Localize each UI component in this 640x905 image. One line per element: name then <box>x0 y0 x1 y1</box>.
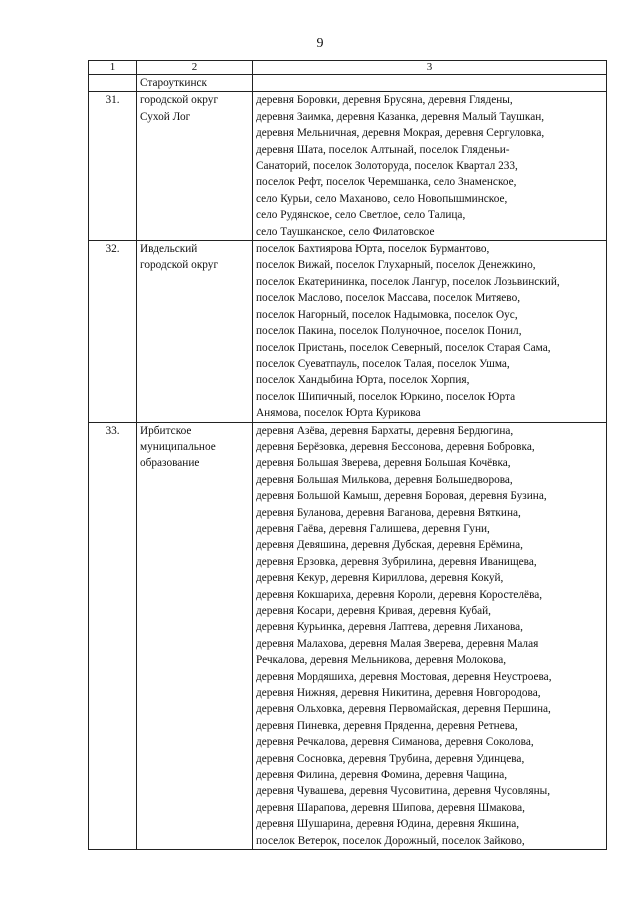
header-col-2: 2 <box>137 61 253 75</box>
settlements-line: Речкалова, деревня Мельникова, деревня Молокова, <box>256 654 507 667</box>
continuation-name: Староуткинск <box>137 75 253 92</box>
settlements-line: поселок Шипичный, поселок Юркино, поселок Юрта <box>256 390 516 403</box>
settlements-line: поселок Пакина, поселок Полуночное, поселок Понил, <box>256 325 522 338</box>
continuation-num <box>89 75 137 92</box>
settlements-table <box>88 60 607 850</box>
settlements-list <box>253 422 607 850</box>
municipality-name-line: городской округ <box>140 259 219 272</box>
settlements-line: деревня Боровки, деревня Брусяна, деревня Глядены, <box>256 94 513 107</box>
settlements-line: деревня Большой Камыш, деревня Боровая, деревня Бузина, <box>256 490 547 503</box>
settlements-line: поселок Екатерининка, поселок Лангур, поселок Лозьвинский, <box>256 275 560 288</box>
continuation-row <box>89 75 607 92</box>
settlements-line: деревня Нижняя, деревня Никитина, деревня Новгородова, <box>256 687 541 700</box>
municipality-name-line: образование <box>140 457 200 470</box>
settlements-line: поселок Рефт, поселок Черемшанка, село Знаменское, <box>256 176 517 189</box>
settlements-line: поселок Хандыбина Юрта, поселок Хорпия, <box>256 374 470 387</box>
settlements-line: деревня Большая Милькова, деревня Большедворова, <box>256 473 513 486</box>
settlements-line: деревня Филина, деревня Фомина, деревня Чащина, <box>256 769 508 782</box>
settlements-line: поселок Бахтиярова Юрта, поселок Бурмантово, <box>256 243 490 256</box>
row-number: 31. <box>89 92 137 241</box>
settlements-line: деревня Пиневка, деревня Пряденна, деревня Ретнева, <box>256 719 518 732</box>
table-row <box>89 422 607 850</box>
settlements-line: село Рудянское, село Светлое, село Талица, <box>256 209 466 222</box>
settlements-line: поселок Ветерок, поселок Дорожный, поселок Зайково, <box>256 834 525 847</box>
settlements-line: деревня Мельничная, деревня Мокрая, деревня Сергуловка, <box>256 127 545 140</box>
settlements-line: деревня Заимка, деревня Казанка, деревня Малый Таушкан, <box>256 110 545 123</box>
settlements-line: деревня Сосновка, деревня Трубина, деревня Удинцева, <box>256 752 525 765</box>
settlements-list <box>253 92 607 241</box>
settlements-line: деревня Шарапова, деревня Шипова, деревня Шмакова, <box>256 801 525 814</box>
row-number: 33. <box>89 422 137 850</box>
settlements-line: деревня Косари, деревня Кривая, деревня Кубай, <box>256 605 491 617</box>
settlements-line: деревня Ерзовка, деревня Зубрилина, деревня Иванищева, <box>256 555 537 568</box>
settlements-line: деревня Мордяшиха, деревня Мостовая, деревня Неустроева, <box>256 670 552 683</box>
settlements-line: поселок Пристань, поселок Северный, поселок Старая Сама, <box>256 341 551 354</box>
header-col-1: 1 <box>89 61 137 75</box>
settlements-line: Анямова, поселок Юрта Курикова <box>256 407 421 420</box>
municipality-name-line: Ивдельский <box>140 243 198 256</box>
municipality-name <box>137 241 253 422</box>
settlements-line: поселок Маслово, поселок Массава, поселок Митяево, <box>256 292 521 305</box>
municipality-name-line: Сухой Лог <box>140 110 191 123</box>
municipality-name-line: муниципальное <box>140 440 216 453</box>
settlements-line: село Таушканское, село Филатовское <box>256 225 435 238</box>
settlements-line: деревня Шушарина, деревня Юдина, деревня Якшина, <box>256 818 520 831</box>
table-body <box>89 61 607 850</box>
municipality-name <box>137 422 253 850</box>
settlements-line: деревня Девяшина, деревня Дубская, деревня Ерёмина, <box>256 539 523 552</box>
municipality-name <box>137 92 253 241</box>
table-row <box>89 241 607 422</box>
settlements-line: деревня Шата, поселок Алтынай, поселок Гляденьи- <box>256 143 510 156</box>
settlements-line: село Курьи, село Маханово, село Новопышминское, <box>256 192 508 205</box>
settlements-line: деревня Гаёва, деревня Галишева, деревня Гуни, <box>256 522 490 535</box>
continuation-content <box>253 75 607 92</box>
settlements-line: деревня Речкалова, деревня Симанова, деревня Соколова, <box>256 736 534 749</box>
settlements-line: деревня Кекур, деревня Кириллова, деревня Кокуй, <box>256 572 504 585</box>
settlements-line: деревня Большая Зверева, деревня Большая Кочёвка, <box>256 457 511 470</box>
table-row <box>89 92 607 241</box>
page-number: 9 <box>316 36 324 51</box>
settlements-line: поселок Суеватпауль, поселок Талая, поселок Ушма, <box>256 357 510 370</box>
settlements-line: деревня Малахова, деревня Малая Зверева, деревня Малая <box>256 637 539 650</box>
municipality-name-line: Ирбитское <box>140 424 192 437</box>
settlements-line: деревня Кокшариха, деревня Короли, деревня Коростелёва, <box>256 588 543 601</box>
settlements-line: деревня Курьинка, деревня Лаптева, деревня Лиханова, <box>256 621 523 634</box>
settlements-line: поселок Нагорный, поселок Надымовка, поселок Оус, <box>256 308 518 321</box>
settlements-line: деревня Берёзовка, деревня Бессонова, деревня Бобровка, <box>256 440 535 453</box>
settlements-line: деревня Чувашева, деревня Чусовитина, деревня Чусовляны, <box>256 785 551 798</box>
municipality-name-line: городской округ <box>140 94 219 107</box>
settlements-line: поселок Вижай, поселок Глухарный, поселок Денежкино, <box>256 259 536 272</box>
settlements-list <box>253 241 607 422</box>
settlements-line: деревня Азёва, деревня Бархаты, деревня Бердюгина, <box>256 424 514 437</box>
header-col-3: 3 <box>253 61 607 75</box>
settlements-line: деревня Буланова, деревня Ваганова, деревня Вяткина, <box>256 506 521 519</box>
settlements-line: Санаторий, поселок Золоторуда, поселок Квартал 233, <box>256 160 518 173</box>
table-header-row <box>89 61 607 75</box>
settlements-line: деревня Ольховка, деревня Первомайская, деревня Першина, <box>256 703 551 716</box>
row-number: 32. <box>89 241 137 422</box>
